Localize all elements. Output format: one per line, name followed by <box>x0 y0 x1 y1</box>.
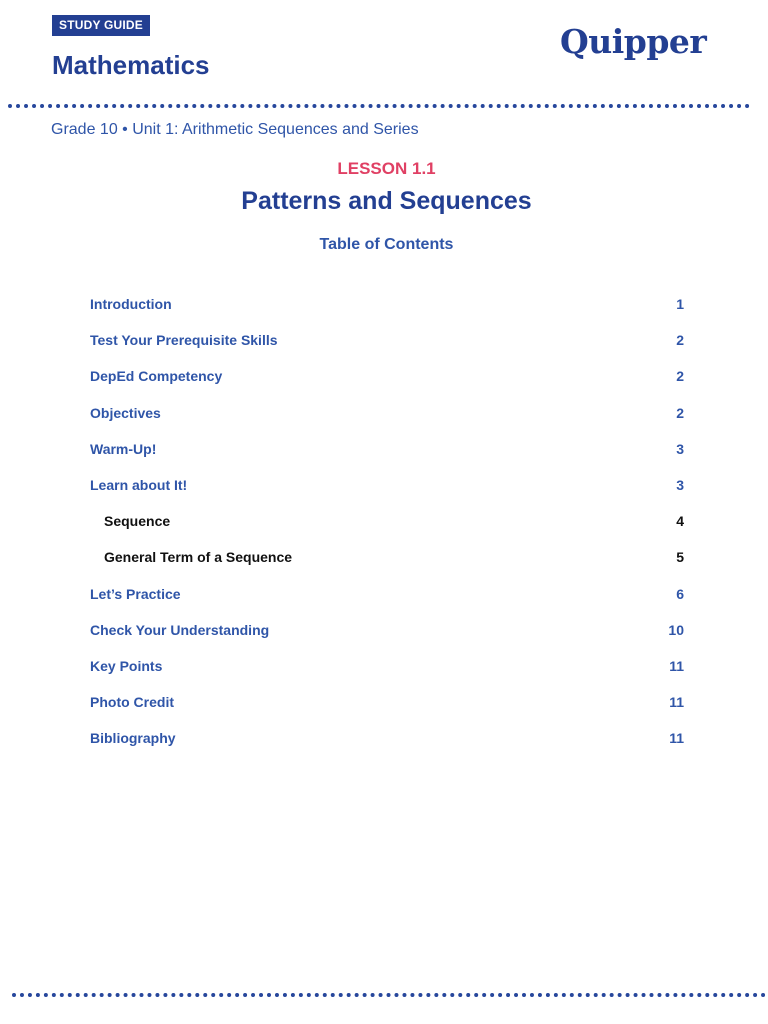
toc-entry-label[interactable]: Learn about It! <box>90 477 188 494</box>
toc-entry-page: 2 <box>676 368 684 385</box>
toc-entry-label[interactable]: Check Your Understanding <box>90 621 270 638</box>
toc-entry-bibliography[interactable] <box>90 720 684 756</box>
toc-entry-label[interactable]: Bibliography <box>90 730 176 747</box>
toc-entry-page: 4 <box>676 513 684 530</box>
toc-entry-objectives[interactable] <box>90 395 684 431</box>
lesson-number: LESSON 1.1 <box>337 159 436 178</box>
subject-title: Mathematics <box>52 50 210 80</box>
toc-entry-check-understanding[interactable] <box>90 612 684 648</box>
toc-entry-prerequisite-skills[interactable] <box>90 322 684 358</box>
toc-entry-lets-practice[interactable] <box>90 576 684 612</box>
grade-unit-line: Grade 10 • Unit 1: Arithmetic Sequences and Series <box>51 121 419 138</box>
toc-entry-deped-competency[interactable] <box>90 358 684 394</box>
toc-entry-label[interactable]: Warm-Up! <box>90 440 157 457</box>
toc-entry-label[interactable]: General Term of a Sequence <box>104 549 293 566</box>
toc-entry-label[interactable]: Photo Credit <box>90 694 174 711</box>
toc-entry-page: 3 <box>676 440 684 457</box>
study-guide-badge: STUDY GUIDE <box>52 15 150 36</box>
toc-entry-label[interactable]: Objectives <box>90 404 161 421</box>
toc-subentry-general-term[interactable] <box>90 539 684 575</box>
toc-entry-warm-up[interactable] <box>90 431 684 467</box>
toc-entry-page: 11 <box>669 657 684 674</box>
toc-entry-page: 1 <box>676 296 684 313</box>
toc-entry-page: 5 <box>676 549 684 566</box>
toc-entry-label[interactable]: Introduction <box>90 296 172 313</box>
toc-entry-page: 11 <box>669 694 684 711</box>
toc-entry-page: 3 <box>676 477 684 494</box>
toc-entry-label[interactable]: Key Points <box>90 657 163 674</box>
quipper-logo: Quipper <box>560 22 707 61</box>
toc-entry-page: 2 <box>676 404 684 421</box>
toc-entry-page: 11 <box>669 730 684 747</box>
toc-subentry-sequence[interactable] <box>90 503 684 539</box>
toc-entry-photo-credit[interactable] <box>90 684 684 720</box>
top-dotted-divider <box>8 104 750 108</box>
toc-entry-label[interactable]: Test Your Prerequisite Skills <box>90 332 278 349</box>
table-of-contents <box>90 286 684 756</box>
toc-entry-label[interactable]: Sequence <box>104 513 171 530</box>
toc-entry-page: 6 <box>676 585 684 602</box>
toc-entry-page: 2 <box>676 332 684 349</box>
toc-entry-label[interactable]: Let’s Practice <box>90 585 181 602</box>
toc-entry-learn-about-it[interactable] <box>90 467 684 503</box>
toc-entry-label[interactable]: DepEd Competency <box>90 368 223 385</box>
toc-entry-page: 10 <box>668 621 684 638</box>
toc-entry-key-points[interactable] <box>90 648 684 684</box>
toc-heading: Table of Contents <box>319 236 454 253</box>
bottom-dotted-divider <box>12 993 766 997</box>
toc-entry-introduction[interactable] <box>90 286 684 322</box>
lesson-title: Patterns and Sequences <box>241 187 532 215</box>
